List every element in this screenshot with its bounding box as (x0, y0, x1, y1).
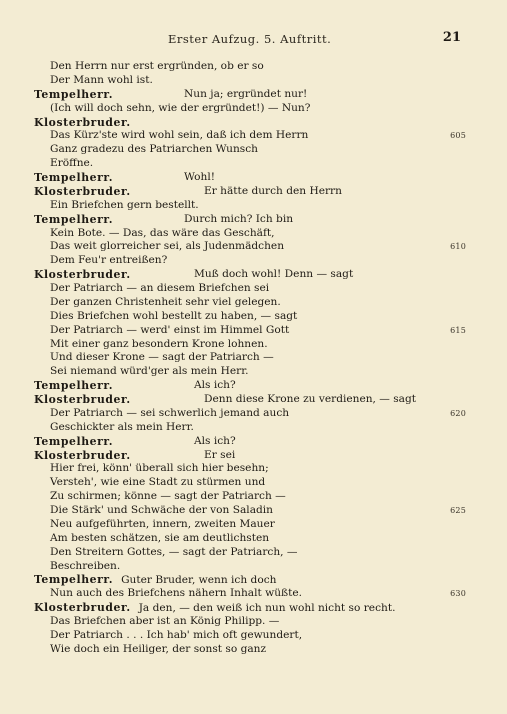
verse-text: Das Briefchen aber ist an König Philipp. — (50, 615, 280, 627)
verse-line (34, 587, 466, 601)
verse-text: Kein Bote. — Das, das wäre das Geschäft, (50, 226, 275, 239)
page-number: 21 (442, 30, 461, 45)
verse-text: Nun auch des Briefchens nähern Inhalt wüßte. (50, 587, 302, 600)
verse-line (34, 518, 466, 532)
speech-line (34, 213, 466, 227)
verse-text: Hier frei, könn' überall sich hier besehn; (50, 462, 269, 475)
verse-text: (Ich will doch sehn, wie der ergründet!) — Nun? (50, 101, 311, 114)
verse-line (34, 143, 466, 157)
speaker-name: Klosterbruder. (34, 115, 131, 129)
verse-text: Beschreiben. (50, 559, 121, 572)
verse-line (34, 462, 466, 476)
verse-text: Der Mann wohl ist. (50, 73, 153, 86)
verse-text: Neu aufgeführten, innern, zweiten Mauer (50, 517, 275, 530)
speaker-name: Klosterbruder. (34, 448, 131, 462)
verse-text: Das weit glorreicher sei, als Judenmädchen (50, 240, 285, 253)
verse-line (34, 421, 466, 435)
verse-text: Zu schirmen; könne — sagt der Patriarch — (50, 490, 286, 503)
speech-line (34, 379, 466, 393)
verse-line (34, 615, 466, 629)
verse-text: Versteh', wie eine Stadt zu stürmen und (50, 476, 266, 489)
verse-line (34, 324, 466, 338)
verse-line (34, 546, 466, 560)
speaker-name: Tempelherr. (34, 212, 114, 226)
verse-line (34, 490, 466, 504)
speaker-name: Klosterbruder. (34, 268, 131, 282)
verse-line (34, 282, 466, 296)
speaker-name: Tempelherr. (34, 171, 114, 184)
verse-line (34, 560, 466, 574)
speech-line (34, 185, 466, 199)
verse-line (34, 351, 466, 365)
verse-line (34, 338, 466, 352)
line-number: 615 (450, 325, 466, 335)
verse-line (34, 240, 466, 254)
speech-text: Durch mich? Ich bin (184, 212, 294, 225)
line-number: 605 (450, 131, 466, 141)
speech-line (34, 268, 466, 282)
speech-line (34, 449, 466, 463)
speech-text: Guter Bruder, wenn ich doch (121, 574, 277, 587)
verse-text: Der Patriarch . . . Ich hab' mich oft gewundert, (50, 628, 303, 641)
verse-text: Und dieser Krone — sagt der Patriarch — (50, 351, 274, 364)
verse-line (34, 157, 466, 171)
speech-text: Er hätte durch den Herrn (204, 184, 342, 197)
verse-text: Wie doch ein Heiliger, der sonst so ganz (50, 642, 267, 655)
drama-text (34, 60, 466, 657)
speaker-name: Tempelherr. (34, 379, 114, 393)
speech-line (34, 435, 466, 449)
verse-text: Am besten schätzen, sie am deutlichsten (50, 531, 270, 544)
verse-line (34, 629, 466, 643)
line-number: 610 (450, 242, 466, 252)
verse-line (34, 296, 466, 310)
line-number: 625 (450, 506, 466, 515)
verse-line (34, 60, 466, 74)
line-number: 620 (450, 408, 466, 418)
speech-text: Nun ja; ergründet nur! (184, 87, 308, 100)
speaker-name: Klosterbruder. (34, 601, 131, 615)
speech-text: Wohl! (184, 171, 216, 183)
speech-line (34, 573, 466, 587)
verse-text: Der Patriarch — an diesem Briefchen sei (50, 282, 270, 294)
speaker-name: Klosterbruder. (34, 393, 131, 406)
speech-text: Muß doch wohl! Denn — sagt (194, 268, 354, 281)
verse-text: Eröffne. (50, 157, 94, 170)
verse-line (34, 227, 466, 241)
verse-text: Den Herrn nur erst ergründen, ob er so (50, 60, 264, 72)
verse-line (34, 407, 466, 421)
verse-text: Der Patriarch — sei schwerlich jemand auch (50, 406, 290, 419)
verse-line (34, 643, 466, 657)
speech-text: Als ich? (194, 379, 236, 392)
verse-text: Sei niemand würd'ger als mein Herr. (50, 365, 249, 378)
verse-text: Den Streitern Gottes, — sagt der Patriarch, — (50, 545, 298, 558)
speaker-name: Tempelherr. (34, 434, 114, 448)
verse-line (34, 74, 466, 88)
verse-text: Dem Feu'r entreißen? (50, 254, 168, 267)
speech-text: Denn diese Krone zu verdienen, — sagt (204, 393, 417, 405)
verse-line (34, 129, 466, 143)
verse-text: Ein Briefchen gern bestellt. (50, 198, 199, 211)
verse-line (34, 199, 466, 213)
speaker-name: Tempelherr. (34, 573, 114, 587)
verse-text: Dies Briefchen wohl bestellt zu haben, — sagt (50, 309, 298, 322)
speaker-line (34, 116, 466, 130)
verse-line (34, 365, 466, 379)
verse-text: Mit einer ganz besondern Krone lohnen. (50, 337, 268, 350)
speech-line (34, 88, 466, 102)
speech-line (34, 601, 466, 615)
verse-text: Die Stärk' und Schwäche der von Saladin (50, 504, 274, 516)
verse-line (34, 532, 466, 546)
verse-text: Das Kürz'ste wird wohl sein, daß ich dem Herrn (50, 129, 309, 142)
line-number: 630 (450, 589, 466, 599)
verse-line (34, 476, 466, 490)
speech-text: Als ich? (194, 434, 236, 447)
page-header (0, 32, 507, 50)
verse-line (34, 504, 466, 518)
speech-line (34, 171, 466, 185)
verse-text: Ganz gradezu des Patriarchen Wunsch (50, 143, 258, 156)
speech-text: Ja den, — den weiß ich nun wohl nicht so recht. (138, 602, 396, 615)
verse-text: Der ganzen Christenheit sehr viel gelegen. (50, 295, 281, 308)
speaker-name: Klosterbruder. (34, 184, 131, 198)
verse-text: Geschickter als mein Herr. (50, 420, 194, 433)
verse-line (34, 254, 466, 268)
speech-line (34, 393, 466, 407)
verse-line (34, 310, 466, 324)
speaker-name: Tempelherr. (34, 87, 114, 101)
verse-text: Der Patriarch — werd' einst im Himmel Gott (50, 323, 290, 336)
verse-line (34, 102, 466, 116)
running-head: Erster Aufzug. 5. Auftritt. (168, 32, 332, 46)
speech-text: Er sei (204, 448, 236, 461)
